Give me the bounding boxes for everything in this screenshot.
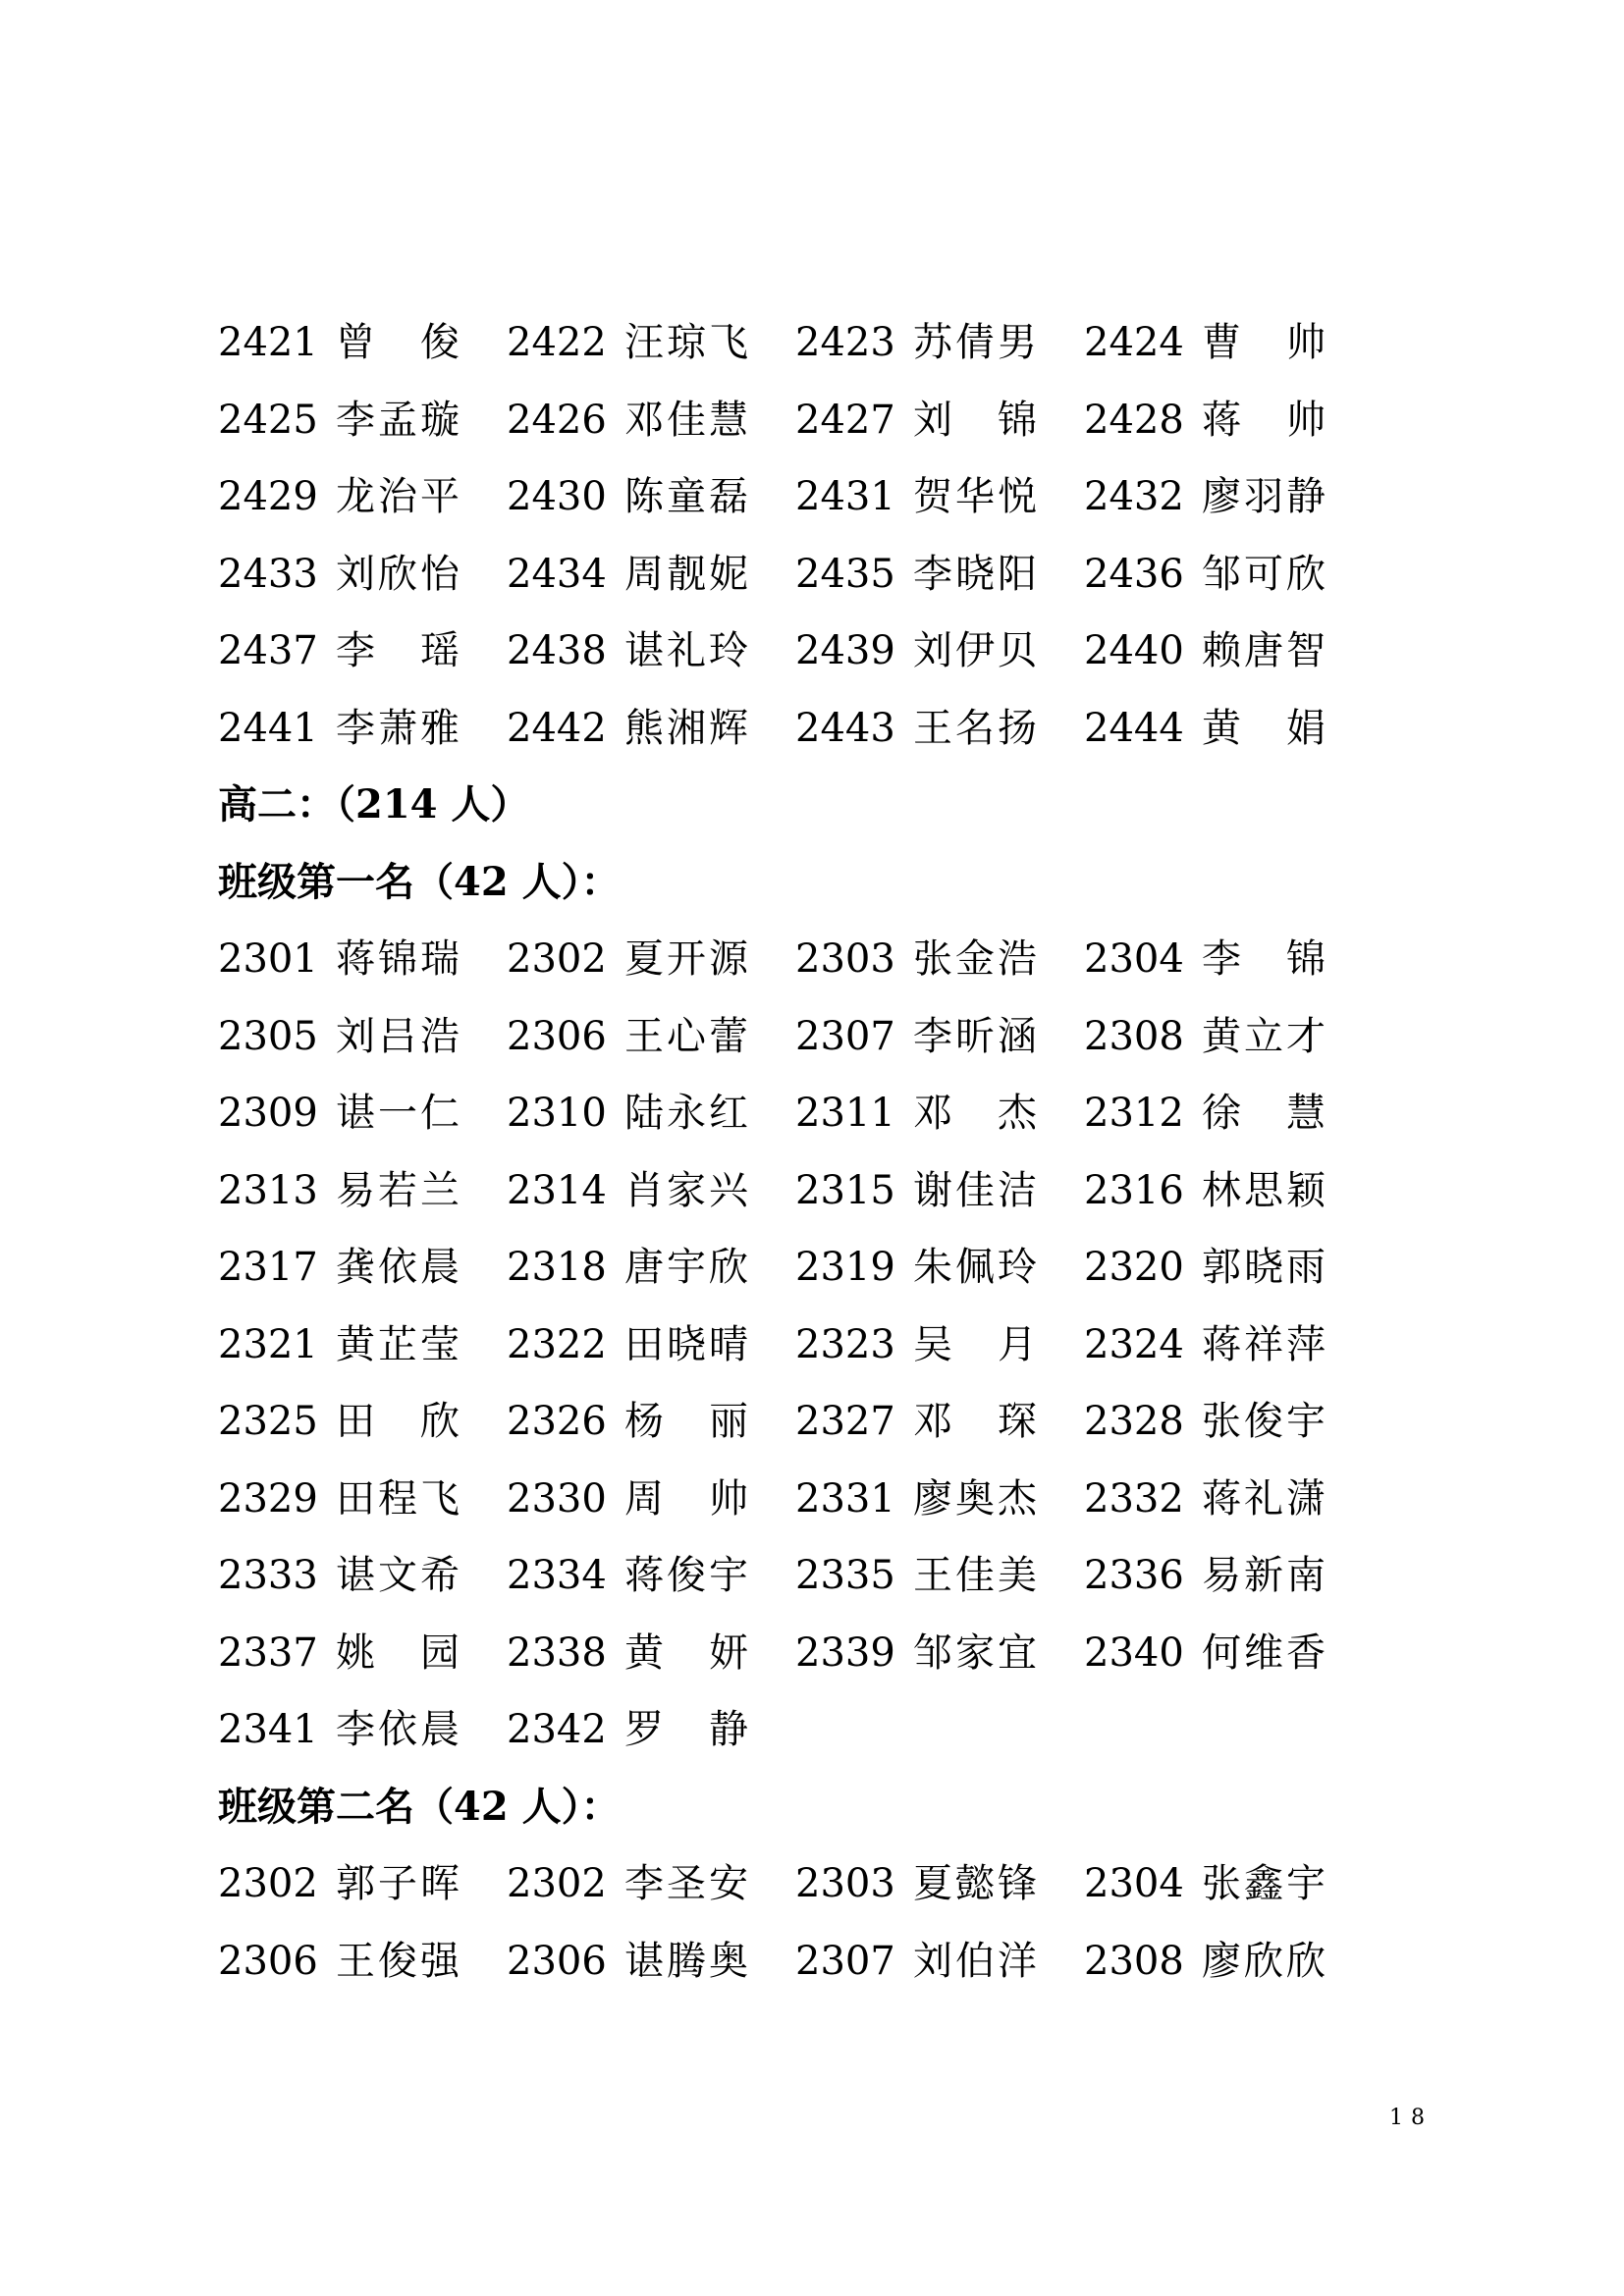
name-row [218,1923,1337,2001]
student-name: 黄 立 才 [1202,1013,1326,1059]
student-entry [795,1383,1084,1461]
student-id: 2337 [218,1629,318,1676]
student-name: 田 欣 [336,1399,460,1444]
student-name: 李 圣 安 [624,1861,748,1906]
student-entry [1084,536,1373,614]
student-entry [218,304,507,382]
student-entry [507,382,795,459]
student-id: 2312 [1084,1091,1184,1136]
student-name: 蒋 锦 瑞 [336,936,460,982]
student-entry [218,998,507,1076]
student-name: 谢 佳 洁 [913,1167,1037,1213]
student-name: 曾 俊 [336,320,460,365]
student-name: 易 若 兰 [336,1167,460,1213]
student-id: 2434 [507,551,607,597]
student-id: 2324 [1084,1321,1184,1367]
student-entry [1084,1923,1373,2001]
student-id: 2441 [218,705,318,751]
student-entry [218,921,507,998]
student-name: 陈 童 磊 [624,474,748,519]
student-id: 2310 [507,1091,607,1136]
student-id: 2334 [507,1553,607,1598]
student-name: 陆 永 红 [624,1091,748,1136]
student-name: 姚 园 [336,1629,460,1676]
student-id: 2340 [1084,1629,1184,1676]
student-id: 2338 [507,1629,607,1676]
name-row [218,1307,1337,1384]
student-entry [1084,1307,1373,1384]
student-entry [507,1615,795,1692]
student-entry [218,1923,507,2001]
student-id: 2341 [218,1707,318,1752]
student-name: 蒋 祥 萍 [1202,1321,1326,1367]
student-entry [1084,613,1373,690]
student-entry [218,1229,507,1307]
student-id: 2335 [795,1553,895,1598]
student-name: 邓 佳 慧 [624,397,748,443]
student-id: 2436 [1084,551,1184,597]
student-entry [218,690,507,768]
student-name: 王 佳 美 [913,1553,1037,1598]
student-name: 王 心 蕾 [624,1013,748,1059]
student-entry [795,1229,1084,1307]
student-entry [795,613,1084,690]
student-name: 廖 欣 欣 [1202,1938,1326,1984]
student-name: 黄 妍 [624,1629,748,1676]
student-name: 张 鑫 宇 [1202,1861,1326,1906]
name-row [218,1075,1337,1152]
student-name: 邹 可 欣 [1202,551,1326,597]
student-name: 龙 治 平 [336,474,460,519]
student-name: 吴 月 [913,1321,1037,1367]
student-entry [795,458,1084,536]
student-id: 2331 [795,1475,895,1522]
student-entry [795,1307,1084,1384]
student-id: 2309 [218,1091,318,1136]
student-entry [795,998,1084,1076]
student-entry [218,458,507,536]
student-id: 2429 [218,474,318,519]
student-id: 2432 [1084,474,1184,519]
student-id: 2333 [218,1553,318,1598]
student-name: 邹 家 宜 [913,1629,1037,1676]
student-name: 罗 静 [624,1707,748,1752]
student-entry [1084,1383,1373,1461]
student-id: 2330 [507,1475,607,1522]
student-entry [795,1923,1084,2001]
student-name: 贺 华 悦 [913,474,1037,519]
student-id: 2302 [507,1861,607,1906]
name-row [218,1461,1337,1538]
student-id: 2328 [1084,1399,1184,1444]
student-name: 邓 琛 [913,1399,1037,1444]
student-name: 唐 宇 欣 [624,1245,748,1290]
student-name: 周 帅 [624,1475,748,1522]
student-id: 2329 [218,1475,318,1522]
student-name: 刘 伯 洋 [913,1938,1037,1984]
student-entry [507,613,795,690]
student-id: 2308 [1084,1013,1184,1059]
student-name: 蒋 俊 宇 [624,1553,748,1598]
student-entry [218,382,507,459]
student-id: 2430 [507,474,607,519]
student-name: 肖 家 兴 [624,1167,748,1213]
student-id: 2323 [795,1321,895,1367]
student-id: 2435 [795,551,895,597]
student-entry [795,1537,1084,1615]
student-entry [507,1383,795,1461]
student-id: 2306 [507,1013,607,1059]
student-name: 李 锦 [1202,936,1326,982]
student-id: 2426 [507,397,607,443]
student-id: 2336 [1084,1553,1184,1598]
student-entry [507,921,795,998]
student-name: 张 俊 宇 [1202,1399,1326,1444]
student-entry [1084,1615,1373,1692]
student-id: 2302 [507,936,607,982]
student-name: 林 思 颖 [1202,1167,1326,1213]
section-heading: 高二：（214 人） [218,781,530,828]
student-name: 郭 子 晖 [336,1861,460,1906]
student-name: 汪 琼 飞 [624,320,748,365]
student-id: 2440 [1084,628,1184,673]
student-id: 2301 [218,936,318,982]
student-id: 2427 [795,397,895,443]
student-id: 2326 [507,1399,607,1444]
student-entry [218,1152,507,1230]
student-id: 2422 [507,320,607,365]
name-row [218,304,1337,382]
student-id: 2433 [218,551,318,597]
student-entry [1084,458,1373,536]
student-name: 蒋 帅 [1202,397,1326,443]
student-entry [795,304,1084,382]
student-name: 李 昕 涵 [913,1013,1037,1059]
student-id: 2332 [1084,1475,1184,1522]
student-id: 2431 [795,474,895,519]
student-name: 田 程 飞 [336,1475,460,1522]
student-entry [795,690,1084,768]
student-id: 2307 [795,1938,895,1984]
name-row [218,1537,1337,1615]
student-name: 廖 奥 杰 [913,1475,1037,1522]
student-name: 田 晓 晴 [624,1321,748,1367]
student-entry [795,1845,1084,1923]
student-name: 蒋 礼 潇 [1202,1475,1326,1522]
student-name: 谌 文 希 [336,1553,460,1598]
student-id: 2423 [795,320,895,365]
student-entry [507,1537,795,1615]
student-entry [218,1537,507,1615]
name-row [218,458,1337,536]
name-row [218,536,1337,614]
student-entry [1084,1845,1373,1923]
student-entry [507,690,795,768]
student-id: 2308 [1084,1938,1184,1984]
student-id: 2320 [1084,1245,1184,1290]
student-id: 2439 [795,628,895,673]
student-entry [1084,1075,1373,1152]
student-name: 易 新 南 [1202,1553,1326,1598]
student-entry [507,1152,795,1230]
student-name: 刘 吕 浩 [336,1013,460,1059]
page-number: 18 [1389,2106,1433,2130]
student-name: 邓 杰 [913,1091,1037,1136]
student-name: 何 维 香 [1202,1629,1326,1676]
student-entry [507,1845,795,1923]
section-heading: 班级第一名（42 人）： [218,858,621,905]
student-entry [1084,1537,1373,1615]
student-name: 王 名 扬 [913,705,1037,751]
student-id: 2317 [218,1245,318,1290]
student-id: 2318 [507,1245,607,1290]
student-name: 朱 佩 玲 [913,1245,1037,1290]
student-entry [795,1615,1084,1692]
student-id: 2319 [795,1245,895,1290]
student-entry [1084,304,1373,382]
student-id: 2302 [218,1861,318,1906]
name-row [218,382,1337,459]
student-id: 2306 [218,1938,318,1984]
honor-list [218,304,1337,2000]
student-name: 郭 晓 雨 [1202,1245,1326,1290]
student-entry [1084,690,1373,768]
student-entry [218,1307,507,1384]
student-id: 2438 [507,628,607,673]
student-name: 赖 唐 智 [1202,628,1326,673]
student-name: 谌 一 仁 [336,1091,460,1136]
student-entry [1084,1152,1373,1230]
student-id: 2316 [1084,1167,1184,1213]
student-entry [1084,998,1373,1076]
student-entry [218,1075,507,1152]
student-id: 2306 [507,1938,607,1984]
student-entry [218,1615,507,1692]
student-name: 廖 羽 静 [1202,474,1326,519]
student-name: 张 金 浩 [913,936,1037,982]
student-entry [507,1923,795,2001]
student-id: 2322 [507,1321,607,1367]
student-entry [795,921,1084,998]
student-entry [218,1845,507,1923]
student-name: 李 依 晨 [336,1707,460,1752]
student-name: 谌 腾 奥 [624,1938,748,1984]
student-name: 谌 礼 玲 [624,628,748,673]
student-entry [507,1307,795,1384]
student-entry [218,536,507,614]
student-id: 2313 [218,1167,318,1213]
student-id: 2442 [507,705,607,751]
student-name: 刘 伊 贝 [913,628,1037,673]
student-id: 2443 [795,705,895,751]
student-name: 李 晓 阳 [913,551,1037,597]
student-id: 2424 [1084,320,1184,365]
name-row [218,998,1337,1076]
student-entry [507,304,795,382]
student-entry [507,536,795,614]
student-id: 2325 [218,1399,318,1444]
student-id: 2311 [795,1091,895,1136]
section-heading: 班级第二名（42 人）： [218,1783,621,1830]
student-entry [795,536,1084,614]
student-name: 熊 湘 辉 [624,705,748,751]
student-name: 李 孟 璇 [336,397,460,443]
student-name: 黄 娟 [1202,705,1326,751]
name-row [218,921,1337,998]
student-name: 夏 开 源 [624,936,748,982]
student-entry [795,1075,1084,1152]
student-name: 杨 丽 [624,1399,748,1444]
student-id: 2327 [795,1399,895,1444]
student-entry [795,1152,1084,1230]
student-entry [218,613,507,690]
name-row [218,1691,1337,1769]
student-name: 李 萧 雅 [336,705,460,751]
student-name: 王 俊 强 [336,1938,460,1984]
student-entry [218,1383,507,1461]
student-entry [795,1461,1084,1538]
student-id: 2303 [795,1861,895,1906]
student-entry [218,1461,507,1538]
student-name: 李 瑶 [336,628,460,673]
student-entry [507,1691,795,1769]
name-row [218,1229,1337,1307]
student-entry [1084,921,1373,998]
student-name: 刘 欣 怡 [336,551,460,597]
student-id: 2321 [218,1321,318,1367]
student-entry [795,382,1084,459]
student-entry [507,998,795,1076]
student-name: 夏 懿 锋 [913,1861,1037,1906]
student-name: 苏 倩 男 [913,320,1037,365]
name-row [218,1845,1337,1923]
name-row [218,1152,1337,1230]
student-id: 2425 [218,397,318,443]
student-id: 2314 [507,1167,607,1213]
student-id: 2342 [507,1707,607,1752]
student-entry [507,458,795,536]
student-id: 2304 [1084,1861,1184,1906]
student-id: 2437 [218,628,318,673]
student-name: 徐 慧 [1202,1091,1326,1136]
student-name: 龚 依 晨 [336,1245,460,1290]
student-entry [507,1461,795,1538]
student-entry [218,1691,507,1769]
student-entry [507,1229,795,1307]
student-id: 2303 [795,936,895,982]
name-row [218,690,1337,768]
student-entry [1084,1461,1373,1538]
student-id: 2304 [1084,936,1184,982]
student-id: 2305 [218,1013,318,1059]
student-entry [1084,1229,1373,1307]
student-id: 2428 [1084,397,1184,443]
student-id: 2307 [795,1013,895,1059]
student-id: 2315 [795,1167,895,1213]
student-entry [1084,382,1373,459]
student-name: 黄 芷 莹 [336,1321,460,1367]
student-id: 2444 [1084,705,1184,751]
student-name: 刘 锦 [913,397,1037,443]
name-row [218,613,1337,690]
name-row [218,1615,1337,1692]
student-name: 曹 帅 [1202,320,1326,365]
student-name: 周 靓 妮 [624,551,748,597]
student-id: 2421 [218,320,318,365]
student-entry [507,1075,795,1152]
student-id: 2339 [795,1629,895,1676]
name-row [218,1383,1337,1461]
